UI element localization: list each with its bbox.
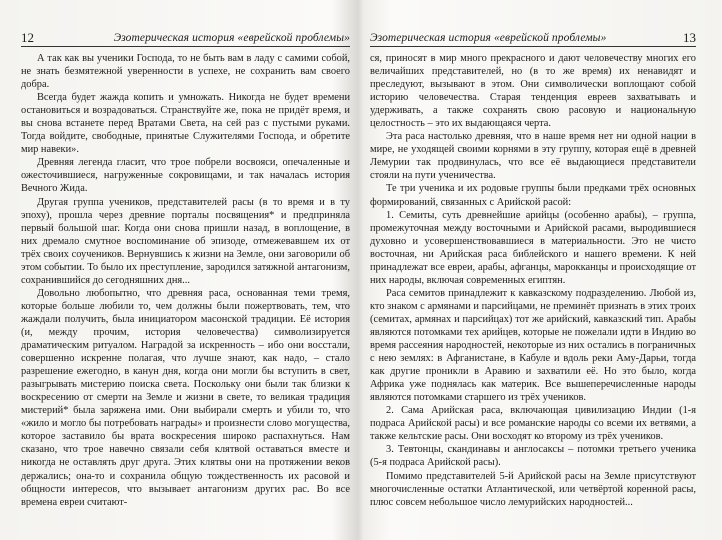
right-header [370, 31, 696, 45]
paragraph: 1. Семиты, суть древнейшие арийцы (особенно арабы), – группа, промежуточная между восточными и Арийской расами, выродившиеся духовно и усовершенствовавшиеся в материальности. Это не чисто восточная, ни Арийская раса библейского и нашего времени. К ней принадлежат все евреи, арабы, афганцы, марокканцы и происходящие от них народы, включая современных египтян. [370, 209, 696, 286]
left-header-rule [21, 46, 350, 47]
paragraph: Помимо представителей 5-й Арийской расы на Земле присутствуют многочисленные остатки Атлантической, или четвёртой коренной расы, плюс совсем небольшое число лемурийских народностей... [370, 470, 696, 508]
left-header [21, 31, 350, 45]
right-page-number: 13 [683, 30, 696, 45]
right-body-text [370, 52, 696, 509]
paragraph: Раса семитов принадлежит к кавказскому подразделению. Любой из, кто знаком с армянами и парсийцами, не преминёт признать в этих троих (семитах, армянах и парсийцах) тот же арийский, кавказский тип. Арабы являются потомками тех арийцев, которые не пожелали идти в Индию во время рассеяния народностей, некоторые из них остались в пограничных с нею землях: в Афганистане, в Кабуле и вдоль реки Аму-Дарьи, тогда как другие проникли в Аравию и захватили её. Но это было, когда Африка уже поднялась как материк. Все вышеперечисленные народы являются потомками старшего из трёх учеников. [370, 287, 696, 404]
paragraph: ся, приносят в мир много прекрасного и дают человечеству многих его величайших представителей, но (в то же время) их ненавидят и преследуют, вызывают в этом. Они символически воплощают собой историю человечества. Старая тенденция евреев захватывать и удерживать, а также сохранять свою расовую и национальную целостность – это их выдающаяся черта. [370, 53, 696, 130]
right-header-rule [370, 46, 696, 47]
paragraph: Всегда будет жажда копить и умножать. Никогда не будет времени остановиться и возрадоваться. Странствуйте же, пока не придёт время, и вы снова встанете перед Вратами Света, на сей раз с пустыми руками. Тогда войдите, свободные, принятые Служителями Господа, и обретите мир навеки». [21, 92, 350, 156]
paragraph: Древняя легенда гласит, что трое побрели восвояси, опечаленные и ожесточившиеся, нагруженные сокровищами, и так началась история Вечного Жида. [21, 157, 350, 195]
right-running-title: Эзотерическая история «еврейской проблемы» [370, 32, 607, 44]
left-running-title: Эзотерическая история «еврейской проблемы» [113, 32, 350, 44]
paragraph: Довольно любопытно, что древняя раса, основанная теми тремя, которые больше любили то, чем должны были пожертвовать, тем, что жаждали получить, была инициатором масонской традиции. Её история (и, между прочим, история человечества) символизируется драматическим ритуалом. Наградой за искренность – ибо они восстали, совершенно искренне полагая, что лучше знают, как надо, – стало разрешение ежегодно, в канун дня, когда они могли бы вступить в свет, разыгрывать мистерию поиска света. Поскольку они были так близки к воскресению от смерти на Земле и жизни в свете, то великая традиция мистерий* была заряжена ими. Они выбирали смерть и убили то, что «жило и могло бы потребовать награды» и произнести слово могущества, которое заставило бы врата воскресения широко распахнуться. Нам сказано, что трое навечно связали себя клятвой оставаться вместе и никогда не оставлять друг друга. Этих клятвы они на протяжении веков держались; она-то и сохранила общую тождественность их расовой и общности интересов, что вызывает антагонизм других рас. Во все времена евреи считают- [21, 287, 350, 508]
left-page [0, 0, 356, 540]
paragraph: Эта раса настолько древняя, что в наше время нет ни одной нации в мире, не уходящей своими корнями в эту группу, которая ещё в древней Лемурии так продвинулась, что все её выдающиеся представители стояли на пути ученичества. [370, 131, 696, 182]
right-page [366, 0, 722, 540]
paragraph: Те три ученика и их родовые группы были предками трёх основных формирований, связанных с Арийской расой: [370, 183, 696, 208]
paragraph: 2. Сама Арийская раса, включающая цивилизацию Индии (1-я подраса Арийской расы) и все романские народы со всеми их ветвями, а также кельтские расы. Они восходят ко второму из трёх учеников. [370, 405, 696, 443]
paragraph: А так как вы ученики Господа, то не быть вам в ладу с самими собой, не знать безмятежной уверенности в успехе, не сохранить вам своего добра. [21, 53, 350, 91]
paragraph: 3. Тевтонцы, скандинавы и англосаксы – потомки третьего ученика (5-я подраса Арийской расы). [370, 444, 696, 469]
left-page-number: 12 [21, 30, 34, 45]
paragraph: Другая группа учеников, представителей расы (в то время и в ту эпоху), прошла через древние порталы посвящения* и предприняла первый большой шаг. Когда они снова пришли назад, в воплощение, в них дремало смутное воспоминание об эпизоде, отмежевавшем их от трёх своих соучеников. Вернувшись к жизни на Земле, они заговорили об этом событии. То было их преступление, зародился затяжной антагонизм, сохранившийся до сегодняшних дня... [21, 196, 350, 286]
left-body-text [21, 52, 350, 509]
